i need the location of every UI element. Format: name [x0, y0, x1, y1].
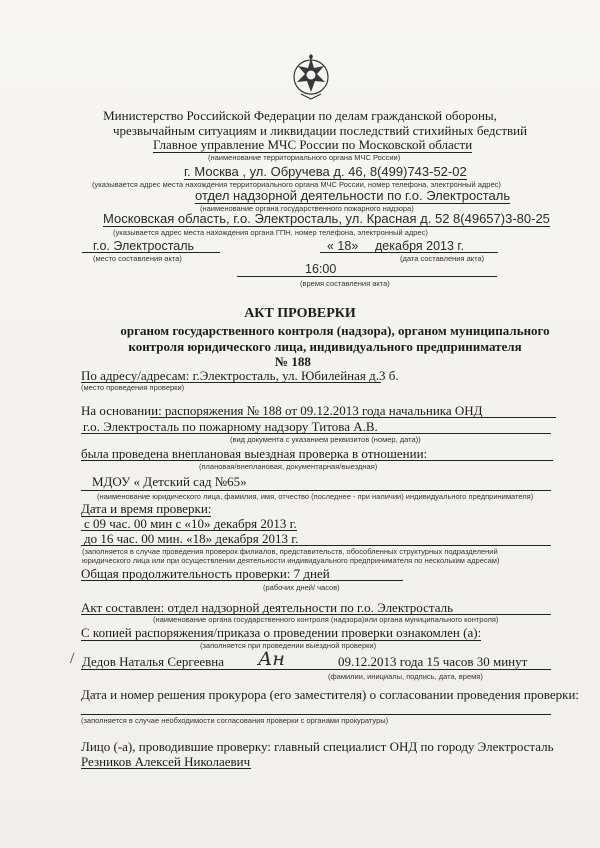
- ministry-line-1: Министерство Российской Федерации по делам гражданской обороны,: [103, 108, 497, 123]
- emchs-emblem-icon: [291, 54, 331, 100]
- basis-line-2: г.о. Электросталь по пожарному надзору Титова А.В.: [83, 419, 378, 434]
- datetime-label: Дата и время проверки:: [81, 501, 212, 516]
- inspectors-line-2: Резников Алексей Николаевич: [81, 754, 251, 769]
- duration-caption: (рабочих дней/ часов): [263, 583, 340, 592]
- compiled-by-caption: (наименование органа государственного контроля (надзора)или органа муниципального контроля): [153, 615, 499, 624]
- territorial-address-caption: (указывается адрес места нахождения территориального органа МЧС России, номер телефона, электронный адрес): [92, 180, 501, 189]
- branches-caption-2: юридического лица или при осуществлении деятельности индивидуального предпринимателя по нескольким адресам): [82, 556, 500, 565]
- supervision-caption: (наименование органа государственного пожарного надзора): [200, 204, 414, 213]
- act-subtitle-1: органом государственного контроля (надзора), органом муниципального: [120, 323, 550, 338]
- supervision-body: отдел надзорной деятельности по г.о. Электросталь: [195, 188, 511, 203]
- inspection-address-caption: (место проведения проверки): [81, 383, 185, 392]
- inspection-type: была проведена внеплановая выездная проверка в отношении:: [81, 446, 428, 461]
- date-caption: (дата составления акта): [400, 254, 485, 263]
- inspection-address: По адресу/адресам: г.Электросталь, ул. Юбилейная д.3 б.: [81, 368, 399, 383]
- ministry-line-2: чрезвычайным ситуациям и ликвидации последствий стихийных бедствий: [112, 123, 528, 138]
- main-department: Главное управление МЧС России по Московской области: [153, 137, 473, 152]
- prosecutor-caption: (заполняется в случае необходимости согласования проверки с органами прокуратуры): [81, 716, 389, 725]
- territorial-address: г. Москва , ул. Обручева д. 46, 8(499)743-52-02: [184, 164, 467, 179]
- act-day: « 18»: [327, 239, 359, 253]
- acquainted-caption: (заполняется при проведении выездной проверки): [200, 641, 377, 650]
- act-subtitle-2: контроля юридического лица, индивидуального предпринимателя: [128, 339, 522, 354]
- place-of-act: г.о. Электросталь: [93, 239, 195, 253]
- act-title: АКТ ПРОВЕРКИ: [244, 306, 356, 321]
- act-time: 16:00: [305, 262, 337, 276]
- inspection-type-caption: (плановая/внеплановая, документарная/выездная): [199, 462, 378, 471]
- signature-datetime: 09.12.2013 года 15 часов 30 минут: [338, 654, 528, 669]
- datetime-from: с 09 час. 00 мин с «10» декабря 2013 г.: [84, 516, 297, 531]
- gpn-address-caption: (указывается адрес места нахождения органа ГПН, номер телефона, электронный адрес): [113, 228, 428, 237]
- bracket-mark: /: [70, 650, 75, 667]
- inspected-entity-caption: (наименование юридического лица, фамилия, имя, отчество (последнее - при наличии) индивидуального предпринимателя): [97, 492, 534, 501]
- branches-caption-1: (заполняется в случае проведения проверок филиалов, представительств, обособленных структурных подразделений: [82, 547, 498, 556]
- place-caption: (место составления акта): [93, 254, 182, 263]
- handwritten-signature: Ан: [258, 648, 285, 670]
- inspectors-line-1: Лицо (-а), проводившие проверку: главный специалист ОНД по городу Электросталь: [81, 739, 554, 754]
- signer-caption: (фамилии, инициалы, подпись, дата, время): [328, 672, 483, 681]
- main-department-caption: (наименование территориального органа МЧС России): [208, 153, 401, 162]
- compiled-by: Акт составлен: отдел надзорной деятельности по г.о. Электросталь: [81, 600, 454, 615]
- signer-name: Дедов Наталья Сергеевна: [82, 654, 224, 669]
- gpn-address: Московская область, г.о. Электросталь, ул. Красная д. 52 8(49657)3-80-25: [103, 211, 550, 226]
- prosecutor-decision: Дата и номер решения прокурора (его заместителя) о согласовании проведения проверки:: [81, 687, 580, 702]
- time-caption: (время составления акта): [300, 279, 390, 288]
- act-month-year: декабря 2013 г.: [375, 239, 464, 253]
- inspected-entity: МДОУ « Детский сад №65»: [92, 474, 247, 489]
- basis-line-1: На основании: распоряжения № 188 от 09.12.2013 года начальника ОНД: [81, 403, 483, 418]
- acquainted-line: С копией распоряжения/приказа о проведении проверки ознакомлен (а):: [81, 625, 482, 640]
- datetime-to: до 16 час. 00 мин. «18» декабря 2013 г.: [84, 531, 299, 546]
- basis-caption: (вид документа с указанием реквизитов (номер, дата)): [230, 435, 421, 444]
- act-number: № 188: [275, 354, 311, 369]
- total-duration: Общая продолжительность проверки: 7 дней: [81, 566, 330, 581]
